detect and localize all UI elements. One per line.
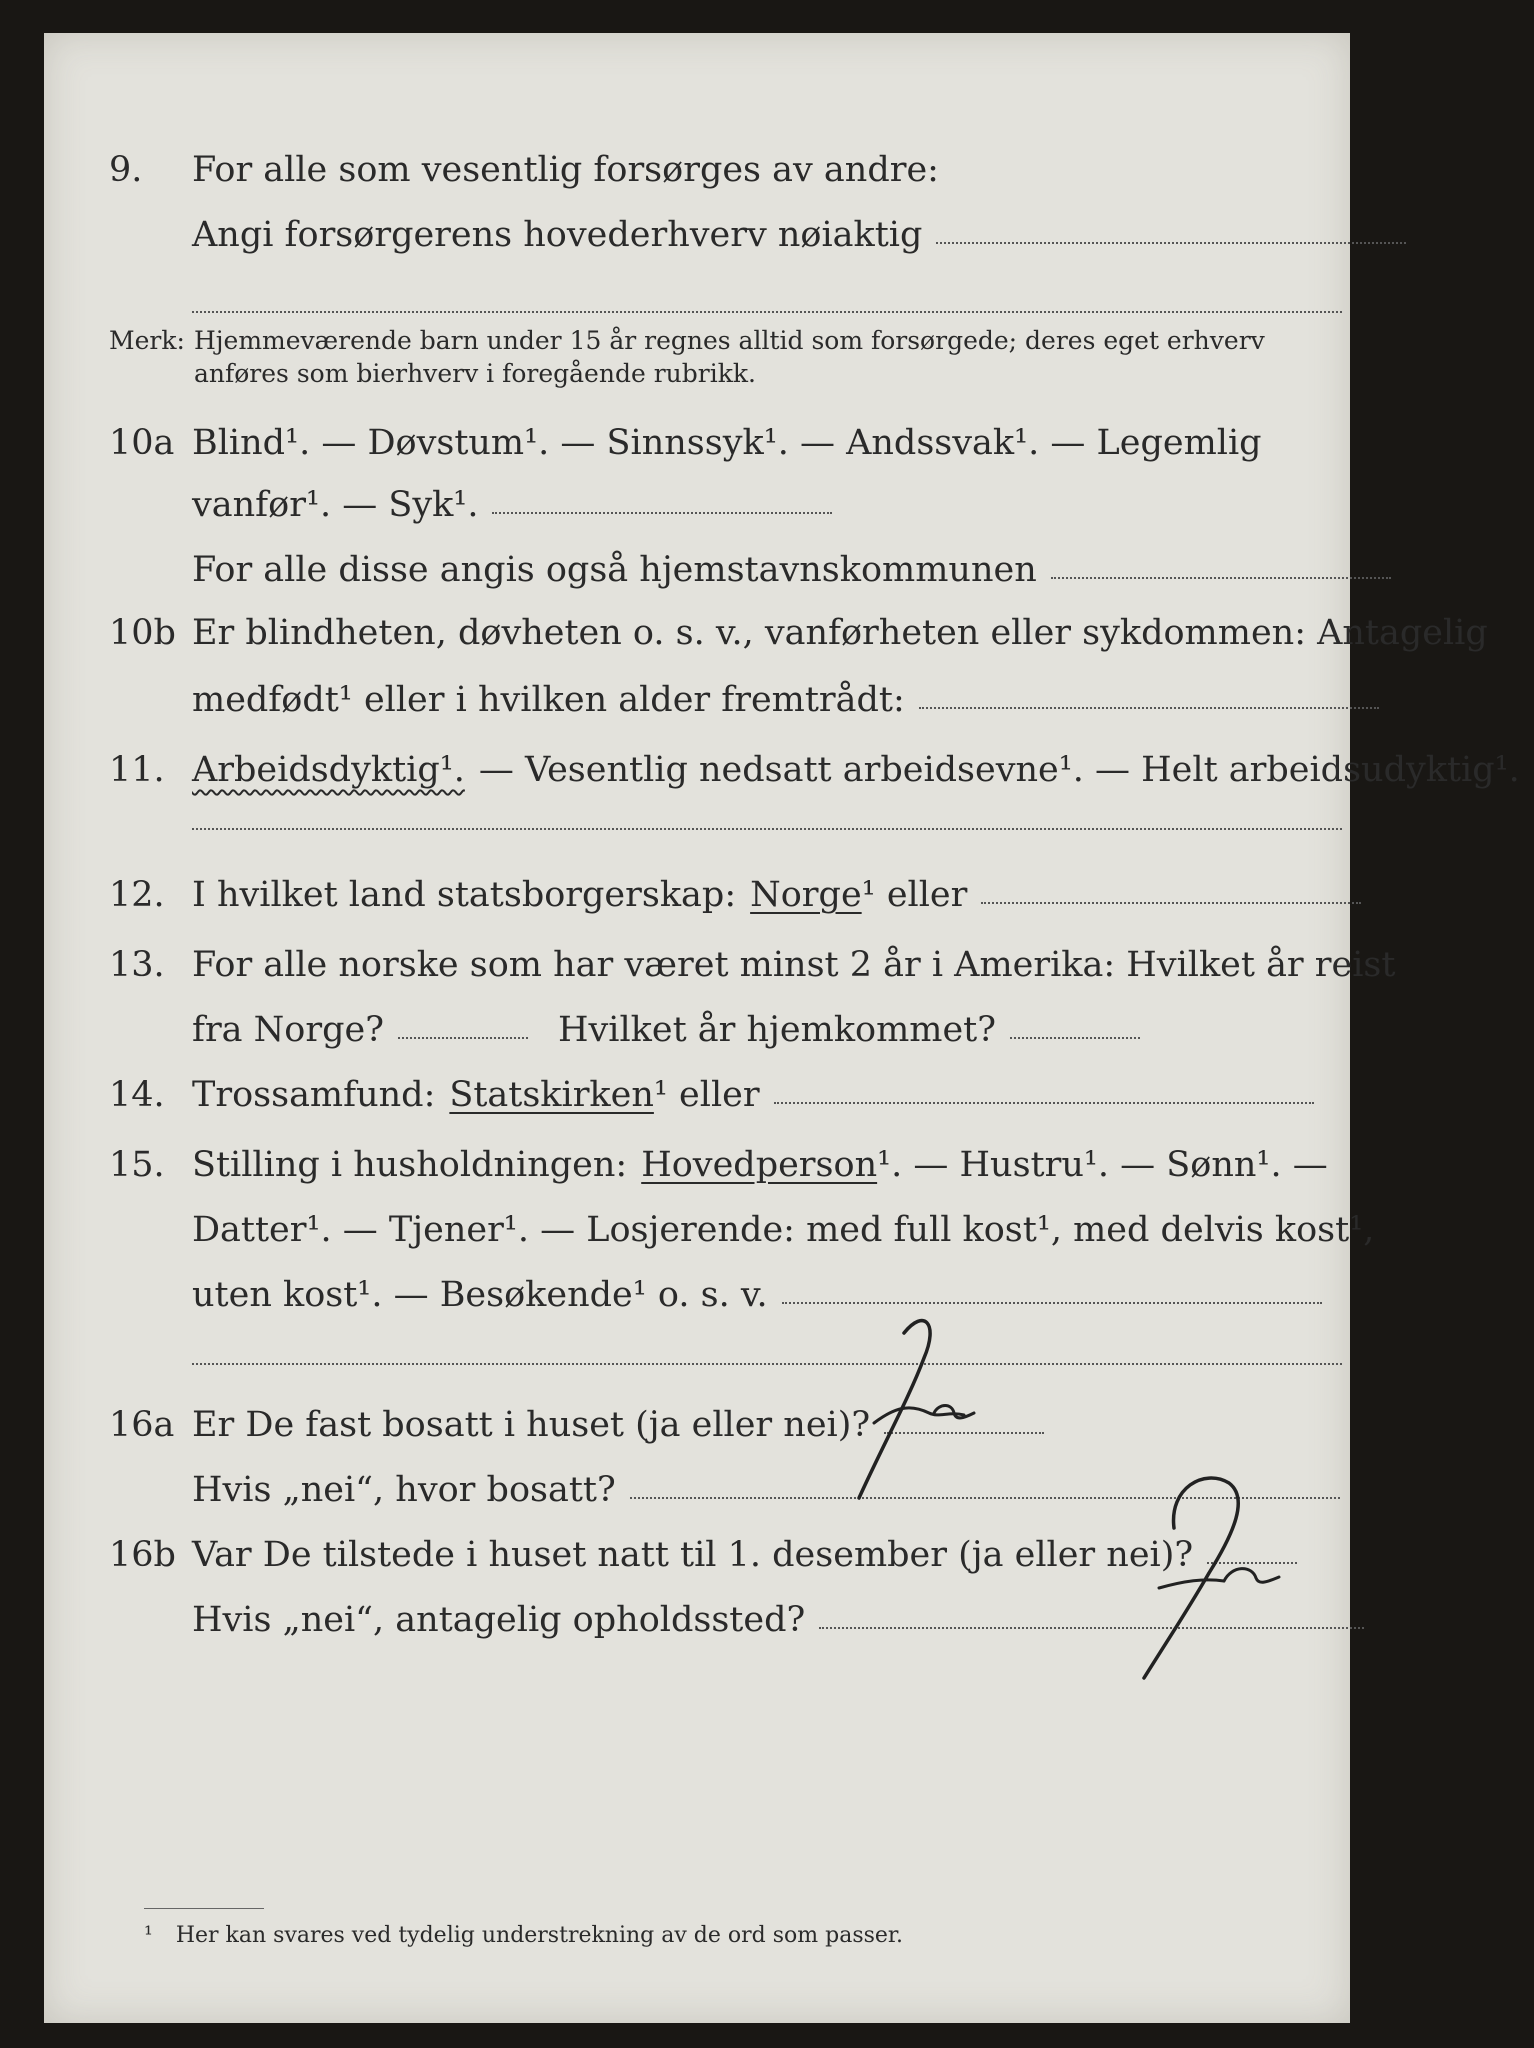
q9-occupation-prompt: Angi forsørgerens hovederhverv nøiaktig (192, 215, 923, 255)
footnote-rule (144, 1908, 264, 1909)
q16b-question: Var De tilstede i huset natt til 1. desember (ja eller nei)? (192, 1535, 1194, 1575)
q13-number: 13. (109, 945, 165, 985)
q13-reist-line[interactable] (398, 1037, 528, 1039)
q15-options-2: Datter¹. — Tjener¹. — Losjerende: med full kost¹, med delvis kost¹, (192, 1210, 1375, 1250)
q13-reist-prompt: fra Norge? (192, 1010, 384, 1050)
q10a-hjemstavn-line[interactable] (1051, 577, 1391, 579)
q12-number: 12. (109, 875, 165, 915)
q16b-opholdssted-prompt: Hvis „nei“, antagelig opholdssted? (192, 1600, 806, 1640)
q12-eller: ¹ eller (861, 875, 968, 915)
q16b-handwritten-answer (1084, 1453, 1314, 1683)
q11-number: 11. (109, 750, 165, 790)
q14-question: Trossamfund: (192, 1075, 436, 1115)
q11-option-arbeidsdyktig[interactable]: Arbeidsdyktig¹. (192, 750, 465, 790)
footnote-text: Her kan svares ved tydelig understrekning av de ord som passer. (175, 1923, 904, 1948)
q15-answer-line-2[interactable] (192, 1363, 1342, 1365)
q15-options-3: uten kost¹. — Besøkende¹ o. s. v. (192, 1275, 768, 1315)
q15-number: 15. (109, 1145, 165, 1185)
q10a-hjemstavn-prompt: For alle disse angis også hjemstavnskommunen (192, 550, 1037, 590)
q9-number: 9. (109, 150, 143, 190)
q10b-number: 10b (109, 613, 176, 653)
q10a-vanfor-syk: vanfør¹. — Syk¹. (192, 485, 479, 525)
q13-hjemkommet-prompt: Hvilket år hjemkommet? (558, 1010, 997, 1050)
q13-question: For alle norske som har været minst 2 år i Amerika: Hvilket år reist (192, 945, 1396, 985)
q12-option-norge[interactable]: Norge (750, 875, 862, 915)
q12-answer-line[interactable] (981, 902, 1361, 904)
q15-question: Stilling i husholdningen: (192, 1145, 628, 1185)
q10b-alder-prompt: medfødt¹ eller i hvilken alder fremtrådt: (192, 680, 905, 720)
q14-answer-line[interactable] (774, 1102, 1314, 1104)
footnote-mark: ¹ (144, 1923, 153, 1948)
merk-label: Merk: (109, 326, 185, 355)
q13-hjemkommet-line[interactable] (1010, 1037, 1140, 1039)
q10b-answer-line[interactable] (919, 707, 1379, 709)
q11-other-options: — Vesentlig nedsatt arbeidsevne¹. — Helt arbeidsudyktig¹. (478, 750, 1520, 790)
q12-question: I hvilket land statsborgerskap: (192, 875, 737, 915)
q11-answer-line[interactable] (192, 828, 1342, 830)
q10b-question: Er blindheten, døvheten o. s. v., vanførheten eller sykdommen: Antagelig (192, 613, 1488, 653)
q16a-bosatt-prompt: Hvis „nei“, hvor bosatt? (192, 1470, 616, 1510)
footnote (144, 1923, 903, 1948)
q16a-question: Er De fast bosatt i huset (ja eller nei)? (192, 1405, 871, 1445)
q9-answer-line[interactable] (936, 242, 1406, 244)
q10a-number: 10a (109, 423, 175, 463)
q15-other-options: ¹. — Hustru¹. — Sønn¹. — (877, 1145, 1328, 1185)
q16a-handwritten-answer (814, 1303, 1004, 1513)
q15-option-hovedperson[interactable]: Hovedperson (641, 1145, 878, 1185)
q10a-answer-line[interactable] (492, 512, 832, 514)
q16a-number: 16a (109, 1405, 175, 1445)
q9-question: For alle som vesentlig forsørges av andre: (192, 150, 939, 190)
q14-eller: ¹ eller (653, 1075, 760, 1115)
q14-option-statskirken[interactable]: Statskirken (449, 1075, 654, 1115)
q14-number: 14. (109, 1075, 165, 1115)
q10a-options: Blind¹. — Døvstum¹. — Sinnssyk¹. — Andssvak¹. — Legemlig (192, 423, 1262, 463)
merk-text-2: anføres som bierhverv i foregående rubrikk. (194, 359, 756, 388)
census-form-page (44, 33, 1520, 2023)
merk-text-1: Hjemmeværende barn under 15 år regnes alltid som forsørgede; deres eget erhverv (194, 326, 1265, 355)
q16b-number: 16b (109, 1535, 176, 1575)
q9-answer-line-2[interactable] (192, 311, 1342, 313)
